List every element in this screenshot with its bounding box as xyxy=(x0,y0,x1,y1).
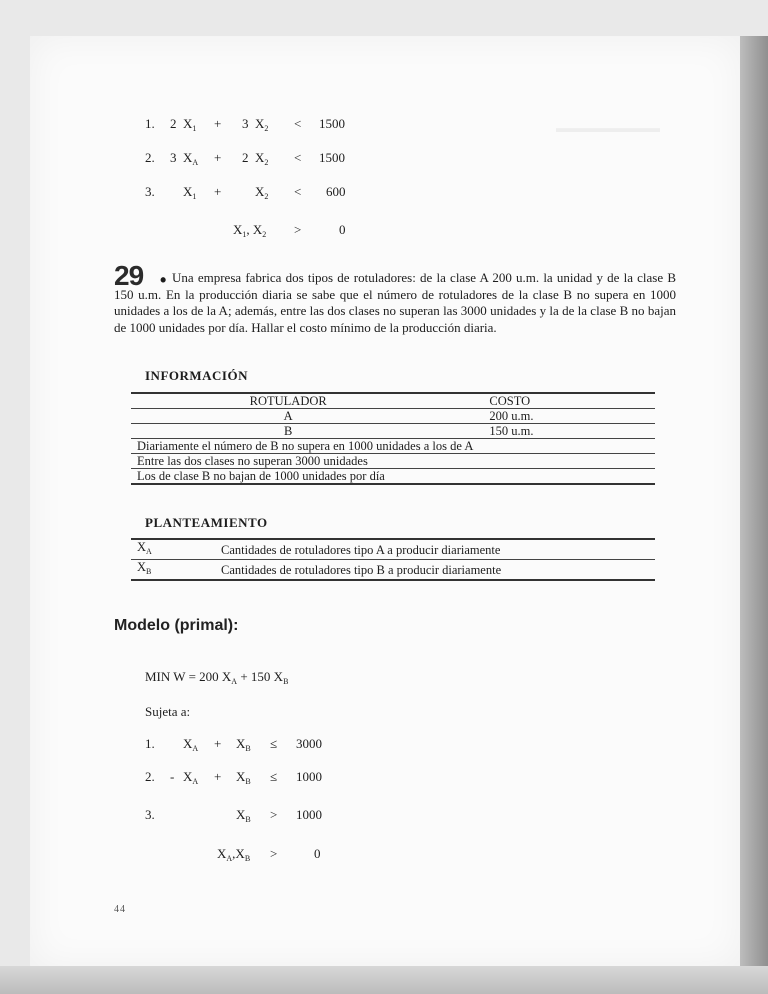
rhs xyxy=(296,769,322,785)
rel-symbol: > xyxy=(270,807,278,822)
rhs xyxy=(339,222,346,238)
relation xyxy=(294,150,301,166)
note-cell: Diariamente el número de B no supera en 1000 unidades a los de A xyxy=(131,439,655,454)
var-subscript: A xyxy=(146,547,152,556)
relation xyxy=(270,769,277,785)
coef-value: 3 xyxy=(242,116,249,131)
rhs-value: 0 xyxy=(314,846,321,861)
problem-statement: Una empresa fabrica dos tipos de rotuladores: de la clase A 200 u.m. la unidad y de la clase B 150 u.m. En la producción diaria se sabe que el número de rotuladores de la clase B no supera en 1000 unidades a los de la A; además, entre las dos clases no superan las 3000 unidades y la de la clase B no bajan de 1000 unidades por día. Hallar el costo mínimo de la producción diaria. xyxy=(114,270,676,335)
header-rotulador: ROTULADOR xyxy=(131,393,445,409)
var-symbol: X xyxy=(183,116,193,131)
top-constraint-1 xyxy=(145,116,155,132)
variable xyxy=(255,184,268,201)
variable xyxy=(183,769,198,786)
variables-table xyxy=(131,538,655,581)
rel-symbol: < xyxy=(294,184,302,199)
var-subscript: 2 xyxy=(264,124,269,133)
information-table xyxy=(131,392,655,485)
op-symbol: + xyxy=(214,184,222,199)
table-row xyxy=(131,439,655,454)
var-symbol: X xyxy=(217,846,227,861)
rhs xyxy=(326,184,346,200)
var-symbol: X xyxy=(255,116,265,131)
var-symbol: X xyxy=(137,540,147,554)
scan-edge-right xyxy=(740,36,768,968)
op-symbol: + xyxy=(214,116,222,131)
var-symbol: X xyxy=(255,150,265,165)
var-subscript: 1 xyxy=(242,230,247,239)
page-number: 44 xyxy=(114,904,126,915)
relation xyxy=(294,116,301,132)
var-symbol: X xyxy=(236,736,246,751)
var-subscript: 2 xyxy=(264,192,269,201)
table-row xyxy=(131,469,655,485)
subject-to-label: Sujeta a: xyxy=(145,704,191,719)
variable xyxy=(236,807,251,824)
table-header-row xyxy=(131,393,655,409)
var-symbol: X xyxy=(255,184,265,199)
rhs-value: 1000 xyxy=(296,769,322,784)
variable-description: Cantidades de rotuladores tipo A a producir diariamente xyxy=(217,539,655,560)
variable xyxy=(236,736,251,753)
var-subscript: B xyxy=(146,567,152,576)
var-subscript: A xyxy=(226,854,233,863)
rhs xyxy=(296,807,322,823)
relation xyxy=(270,736,277,752)
coef-value: 2 xyxy=(170,116,177,131)
var-symbol: X xyxy=(183,736,193,751)
coefficient xyxy=(170,116,177,132)
problem-number: 29 xyxy=(114,260,144,291)
constraint-number: 2. xyxy=(145,769,155,784)
relation xyxy=(294,184,301,200)
rel-symbol: > xyxy=(270,846,278,861)
objective-function xyxy=(145,669,288,686)
variable xyxy=(183,116,196,133)
coefficient xyxy=(242,116,249,132)
operator xyxy=(214,184,221,200)
var-subscript: 2 xyxy=(264,158,269,167)
op-symbol: + xyxy=(214,150,222,165)
relation xyxy=(270,807,277,823)
coef-value: 3 xyxy=(170,150,177,165)
operator xyxy=(214,769,221,785)
var-subscript: A xyxy=(231,677,238,686)
variable-symbol xyxy=(131,539,217,560)
var-subscript: A xyxy=(192,158,199,167)
rel-symbol: < xyxy=(294,116,302,131)
bleed-through-text: ▬▬▬▬▬▬▬▬ xyxy=(556,120,660,135)
var-subscript: 1 xyxy=(192,192,197,201)
variable xyxy=(255,150,268,167)
section-title-planteamiento: PLANTEAMIENTO xyxy=(145,515,268,530)
rhs-value: 0 xyxy=(339,222,346,237)
model-title: Modelo (primal): xyxy=(114,617,239,634)
var-subscript: A xyxy=(192,777,199,786)
header-costo: COSTO xyxy=(445,393,655,409)
rel-symbol: < xyxy=(294,150,302,165)
variable xyxy=(236,769,251,786)
table-row xyxy=(131,560,655,581)
rhs xyxy=(296,736,322,752)
sign xyxy=(170,769,174,785)
rhs-value: 1500 xyxy=(319,150,345,165)
table-row xyxy=(131,409,655,424)
variable xyxy=(255,116,268,133)
var-subscript: 2 xyxy=(262,230,267,239)
var-symbol: X xyxy=(137,560,147,574)
note-cell: Los de clase B no bajan de 1000 unidades por día xyxy=(131,469,655,485)
rel-symbol: > xyxy=(294,222,302,237)
var-subscript: B xyxy=(245,744,251,753)
op-symbol: + xyxy=(214,736,222,751)
objective-text: MIN W = 200 X xyxy=(145,669,232,684)
op-symbol: + xyxy=(214,769,222,784)
operator xyxy=(214,150,221,166)
var-subscript: 1 xyxy=(192,124,197,133)
scan-edge-bottom xyxy=(0,966,768,994)
relation xyxy=(270,846,277,862)
variable-symbol xyxy=(131,560,217,581)
var-subscript: B xyxy=(245,777,251,786)
cell-costo: 200 u.m. xyxy=(445,409,655,424)
variable xyxy=(183,184,196,201)
coefficient xyxy=(170,150,177,166)
variable xyxy=(183,150,198,167)
coef-value: 2 xyxy=(242,150,249,165)
coefficient xyxy=(242,150,249,166)
relation xyxy=(294,222,301,238)
rel-symbol: ≤ xyxy=(270,769,278,784)
variable xyxy=(183,736,198,753)
table-row xyxy=(131,539,655,560)
var-subscript: B xyxy=(244,854,251,863)
rhs-value: 600 xyxy=(326,184,346,199)
rhs-value: 1000 xyxy=(296,807,322,822)
book-page xyxy=(30,36,742,968)
variable-description: Cantidades de rotuladores tipo B a producir diariamente xyxy=(217,560,655,581)
table-row xyxy=(131,454,655,469)
constraint-number: 2. xyxy=(145,150,155,165)
var-symbol: X xyxy=(236,807,246,822)
var-symbol: X xyxy=(233,222,243,237)
var-symbol: X xyxy=(236,769,246,784)
var-subscript: B xyxy=(283,677,289,686)
constraint-number: 1. xyxy=(145,116,155,131)
top-constraint-3 xyxy=(145,184,155,200)
sign-symbol: - xyxy=(170,769,175,784)
model-nonnegativity xyxy=(217,846,250,863)
var-subscript: B xyxy=(245,815,251,824)
operator xyxy=(214,736,221,752)
rhs xyxy=(314,846,321,862)
rhs xyxy=(319,150,345,166)
operator xyxy=(214,116,221,132)
top-constraint-2 xyxy=(145,150,155,166)
rel-symbol: ≤ xyxy=(270,736,278,751)
model-constraint-1 xyxy=(145,736,155,752)
var-separator: , X xyxy=(246,222,263,237)
constraint-number: 3. xyxy=(145,184,155,199)
section-title-informacion: INFORMACIÓN xyxy=(145,368,248,383)
constraint-number: 1. xyxy=(145,736,155,751)
cell-costo: 150 u.m. xyxy=(445,424,655,439)
var-symbol: X xyxy=(183,150,193,165)
var-symbol: X xyxy=(183,184,193,199)
model-constraint-2 xyxy=(145,769,155,785)
cell-rotulador: B xyxy=(131,424,445,439)
var-separator: ,X xyxy=(232,846,245,861)
rhs-value: 1500 xyxy=(319,116,345,131)
constraint-number: 3. xyxy=(145,807,155,822)
model-constraint-3 xyxy=(145,807,155,823)
var-subscript: A xyxy=(192,744,199,753)
rhs-value: 3000 xyxy=(296,736,322,751)
note-cell: Entre las dos clases no superan 3000 unidades xyxy=(131,454,655,469)
problem-bullet: • xyxy=(160,270,167,290)
table-row xyxy=(131,424,655,439)
cell-rotulador: A xyxy=(131,409,445,424)
var-symbol: X xyxy=(183,769,193,784)
objective-text: + 150 X xyxy=(237,669,284,684)
top-nonnegativity xyxy=(233,222,266,239)
rhs xyxy=(319,116,345,132)
